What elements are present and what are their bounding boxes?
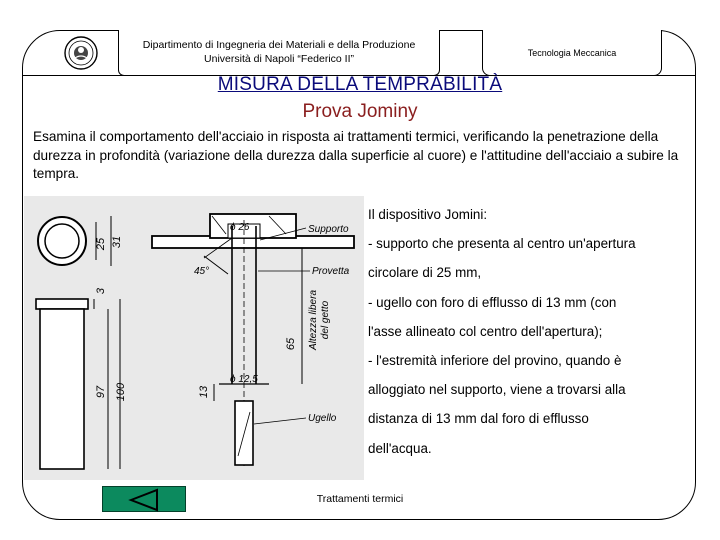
device-item-line: l'asse allineato col centro dell'apertura); [368,323,603,339]
footer-label: Trattamenti termici [316,493,404,505]
label-supporto: Supporto [308,224,349,235]
device-item-line: alloggiato nel supporto, viene a trovarsi alla [368,382,626,398]
device-item-line: - l'estremità inferiore del provino, quando è [368,353,622,369]
university-seal-icon [64,36,98,70]
label-del-getto: del getto [320,300,331,340]
intro-paragraph: Esamina il comportamento dell'acciaio in risposta ai trattamenti termici, verificando la penetrazione della durezza in profondità (variazione della durezza dalla superficie al cuore) e l'attitudine dell'acciaio a subire la tempra. [33,129,679,181]
back-arrow-icon [103,487,187,513]
dim-phi-26: ϕ 26 [230,222,250,233]
jominy-drawing [24,196,364,480]
label-provetta: Provetta [312,266,350,277]
course-box [482,30,662,76]
university-name: Università di Napoli “Federico II” [204,53,354,65]
label-altezza-libera: Altezza libera [308,289,319,351]
device-item-line: circolare di 25 mm, [368,265,482,281]
dim-65: 65 [285,337,297,351]
dim-phi-12-5: ϕ 12,5 [230,374,258,385]
device-item-line: distanza di 13 mm dal foro di efflusso [368,411,589,427]
dim-100: 100 [115,382,127,402]
dim-25: 25 [95,237,107,251]
back-button[interactable] [102,486,186,512]
dim-angle-45: 45° [194,266,210,277]
dim-31: 31 [111,235,123,249]
department-name: Dipartimento di Ingegneria dei Materiali e della Produzione [142,39,416,51]
slide-title: MISURA DELLA TEMPRABILITÀ [217,74,503,95]
dim-3: 3 [95,287,107,295]
device-description [368,200,694,463]
device-item-line: - ugello con foro di efflusso di 13 mm (con [368,294,617,310]
dim-13: 13 [198,385,210,399]
device-heading: Il dispositivo Jomini: [368,207,488,222]
department-box [118,30,440,76]
device-item-line: dell'acqua. [368,440,432,456]
label-ugello: Ugello [308,413,337,424]
slide-subtitle: Prova Jominy [302,101,418,122]
course-name: Tecnologia Meccanica [527,48,617,58]
device-item-line: - supporto che presenta al centro un'apertura [368,236,636,252]
dim-97: 97 [95,385,107,399]
